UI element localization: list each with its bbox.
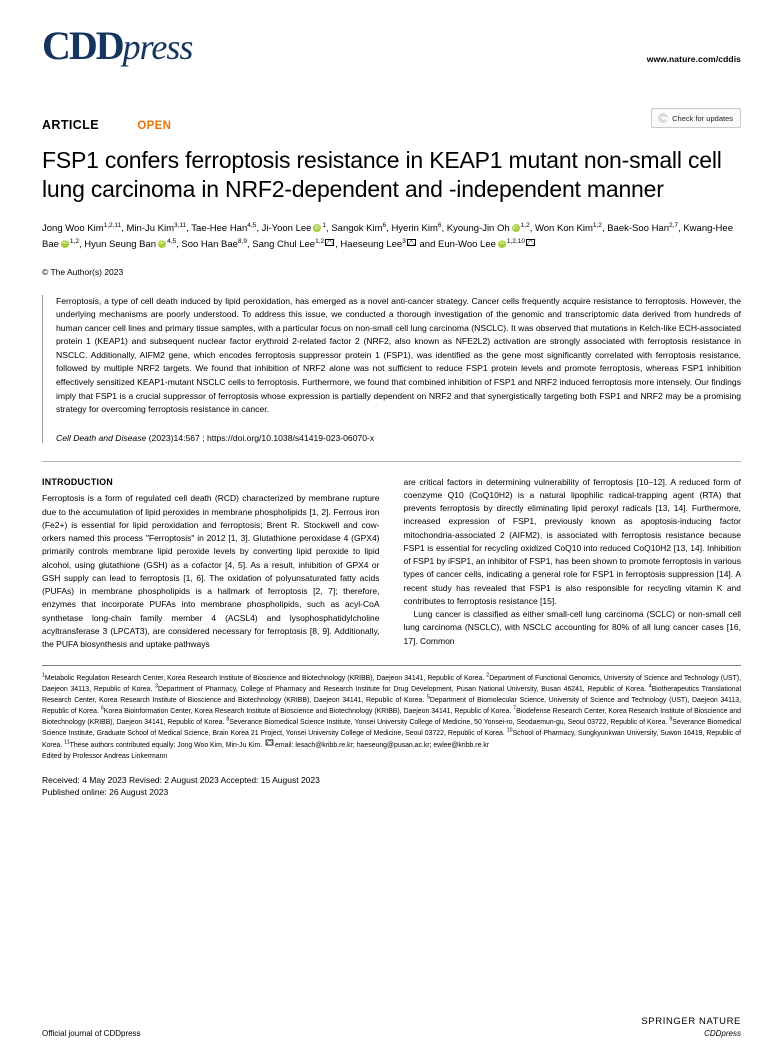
journal-url[interactable]: www.nature.com/cddis	[646, 54, 741, 64]
publisher-sub-name: CDDpress	[704, 1028, 741, 1038]
official-journal-note: Official journal of CDDpress	[42, 1029, 141, 1038]
abstract-text: Ferroptosis, a type of cell death induced by lipid peroxidation, has emerged as a novel anti-cancer strategy. Cancer cells frequently acquire resistance to ferroptosis. However, the underlying mechanisms are poorly understood. To address this issue, we conducted a thorough investigation of the genomic and transcriptomic data derived from hundreds of human cancer cell lines and primary tissue samples, with a particular focus on non-small cell lung carcinoma (NSCLC). It was observed that mutations in Kelch-like ECH-associated protein 1 (KEAP1) and subsequent nuclear factor erythroid 2-related factor 2 (NRF2, also known as NFE2L2) activation are strongly associated with ferroptosis resistance in NSCLC. Additionally, AIFM2 gene, which encodes ferroptosis suppressor protein 1 (FSP1), was identified as the gene most significantly correlated with ferroptosis resistance, followed by multiple NRF2 targets. We found that inhibition of NRF2 alone was not sufficient to reduce FSP1 protein levels and promote ferroptosis, whereas FSP1 inhibition effectively sensitized KEAP1-mutant NSCLC cells to ferroptosis. Furthermore, we found that combined inhibition of FSP1 and NRF2 induced ferroptosis more intensely. Our findings imply that FSP1 is a crucial suppressor of ferroptosis whose expression is partially dependent on NRF2 and that synergistically targeting both FSP1 and NRF2 may be a promising strategy for overcoming ferroptosis resistance in cancer.	[56, 295, 741, 415]
affiliations-block	[42, 672, 741, 761]
article-page	[0, 18, 783, 1060]
citation-line	[56, 433, 741, 443]
received-line: Received: 4 May 2023 Revised: 2 August 2023 Accepted: 15 August 2023	[42, 774, 320, 785]
page-footer	[42, 1017, 741, 1038]
check-for-updates-label: Check for updates	[672, 113, 733, 123]
author-list: Jong Woo Kim$^{1,2,11}$, Min-Ju Kim$^{3,11}$, Tae-Hee Han$^{4,5}$, Ji-Yoon Lee iD $^1$, Sangok Kim$^6$, Hyerin Kim$^6$, Kyoung-Jin Oh iD $^{1,2}$, Won Kon Kim$^{1,2}$, Baek-Soo Han$^{2,7}$, Kwang-Hee Bae iD $^{1,2}$, Hyun Seung Ban iD $^{4,5}$, Soo Han Bae$^{8,9}$, Sang Chul Lee$^{1,2}$ , Haeseung Lee$^3$ and Eun-Woo Lee iD $^{1,2,10}$	[42, 221, 741, 253]
article-header-row	[42, 113, 741, 134]
copyright-line: © The Author(s) 2023	[42, 266, 124, 277]
intro-paragraph-1: Ferroptosis is a form of regulated cell death (RCD) characterized by membrane rupture due to the accumulation of lipid peroxides in membrane phospholipids [1, 2]. Ferrous iron (Fe2+) is essential for lipid peroxidation and ferroptosis; Brent R. Stockwell and cow-orkers named this process "Ferroptosis" in 2012 [1, 3]. Glutathione peroxidase 4 (GPX4) primarily controls membrane lipid peroxide levels by converting lipid peroxide to lipid alcohol, using glutathione (GSH) as a cofactor [4, 5]. As a result, inhibition of GPX4 or GSH supply can lead to ferroptosis [1, 6]. The oxidation of polyunsaturated fatty acids (PUFAs) in membrane phospholipids is a hallmark of ferroptosis [2, 7]; therefore, enzymes that incorporate PUFAs into membrane phospholipids, such as acyl-CoA synthetase long-chain family member 4 (ACSL4) and lysophosphatidylcholine acyltransferase 3 (LPCAT3), are considered necessary for ferroptosis [8, 9]. Additionally, the PUFA biosynthesis and uptake pathways	[42, 493, 380, 650]
affiliations-text: $^1$Metabolic Regulation Research Center, Korea Research Institute of Bioscience and Biotechnology (KRIBB), Daejeon 34141, Republic of Korea. $^2$Department of Functional Genomics, University of Science and Technology (UST), Daejeon 34113, Republic of Korea. $^3$Department of Pharmacy, College of Pharmacy and Research Institute for Drug Development, Pusan National University, Busan 46241, Republic of Korea. $^4$Biotherapeutics Translational Research Center, Korea Research Institute of Bioscience and Biotechnology (KRIBB), Daejeon 34141, Republic of Korea. $^5$Department of Biomolecular Science, University of Science and Technology (UST), Daejeon 34113, Republic of Korea. $^6$Korea Bioinformation Center, Korea Research Institute of Bioscience and Biotechnology (KRIBB), Daejeon 34141, Republic of Korea. $^7$Biodefense Research Center, Korea Research Institute of Bioscience and Biotechnology (KRIBB), Daejeon 34141, Republic of Korea. $^8$Severance Biomedical Science Institute, Yonsei University College of Medicine, 50 Yonsei-ro, Seodaemun-gu, Seoul 03722, Republic of Korea. $^9$Severance Biomedical Science Institute, Graduate School of Medical Science, Brain Korea 21 Project, Yonsei University College of Medicine, Seoul 03722, Republic of Korea. $^{10}$School of Pharmacy, Sungkyunkwan University, Suwon 16419, Republic of Korea. $^{11}$These authors contributed equally: Jong Woo Kim, Min-Ju Kim. email: lesach@kribb.re.kr; haeseung@pusan.ac.kr; ewlee@kribb.re.kr	[42, 672, 742, 750]
body-column-right	[404, 476, 742, 652]
logo-main-text: CDD	[42, 23, 123, 68]
publication-dates	[42, 774, 741, 800]
body-column-left	[42, 476, 380, 652]
affiliations-divider	[42, 665, 741, 666]
citation-journal: Cell Death and Disease	[56, 432, 147, 443]
publisher-name: SPRINGER NATURE	[641, 1015, 741, 1027]
intro-paragraph-1-cont: are critical factors in determining vulnerability of ferroptosis [10–12]. A reduced form of coenzyme Q10 (CoQ10H2) is a natural lipophilic radical-trapping agent (RTA) that prevents ferroptosis by directly eliminating lipid peroxyl radicals [13, 14]. Furthermore, increased expression of FSP1, previously known as apoptosis-inducing factor mitochondria-associated 2 (AIFM2), is associated with ferroptosis resistance because FSP1 is essential for recycling oxidized CoQ10 into reduced CoQ10H2 [13, 14]. Inhibition of FSP1 by iFSP1, an inhibitor of FSP1, has been shown to promote ferroptosis in various types of cancer cells, indicating a general role for FSP1 in ferroptosis suppression [14]. A recent study has revealed that FSP1 is also responsible for recycling vitamin K and contributes to ferroptosis resistance [15].	[403, 476, 741, 606]
introduction-heading: INTRODUCTION	[42, 476, 114, 487]
abstract-side-rule	[42, 295, 43, 443]
check-for-updates-badge[interactable]	[651, 108, 741, 128]
masthead	[42, 18, 741, 94]
article-type-label: ARTICLE	[42, 118, 99, 132]
edited-by-line: Edited by Professor Andreas Linkermann	[42, 752, 168, 760]
section-divider	[42, 461, 741, 462]
published-line: Published online: 26 August 2023	[42, 787, 169, 798]
check-mark-icon	[658, 113, 668, 123]
article-body	[42, 476, 741, 652]
logo-sub-text: press	[122, 27, 193, 67]
intro-paragraph-2: Lung cancer is classified as either small-cell lung carcinoma (SCLC) or non-small cell lung carcinoma (NSCLC), with NSCLC accounting for 80% of all lung cancer cases [16, 17]. Common	[403, 609, 741, 646]
page-title: FSP1 confers ferroptosis resistance in KEAP1 mutant non-small cell lung carcinoma in NRF2-dependent and -independent manner	[42, 147, 722, 203]
cddpress-logo	[42, 23, 193, 68]
abstract-section	[42, 295, 741, 443]
open-access-label: OPEN	[137, 120, 172, 132]
springer-nature-logo	[641, 1017, 741, 1038]
citation-details[interactable]: (2023)14:567 ; https://doi.org/10.1038/s41419-023-06070-x	[146, 432, 375, 443]
